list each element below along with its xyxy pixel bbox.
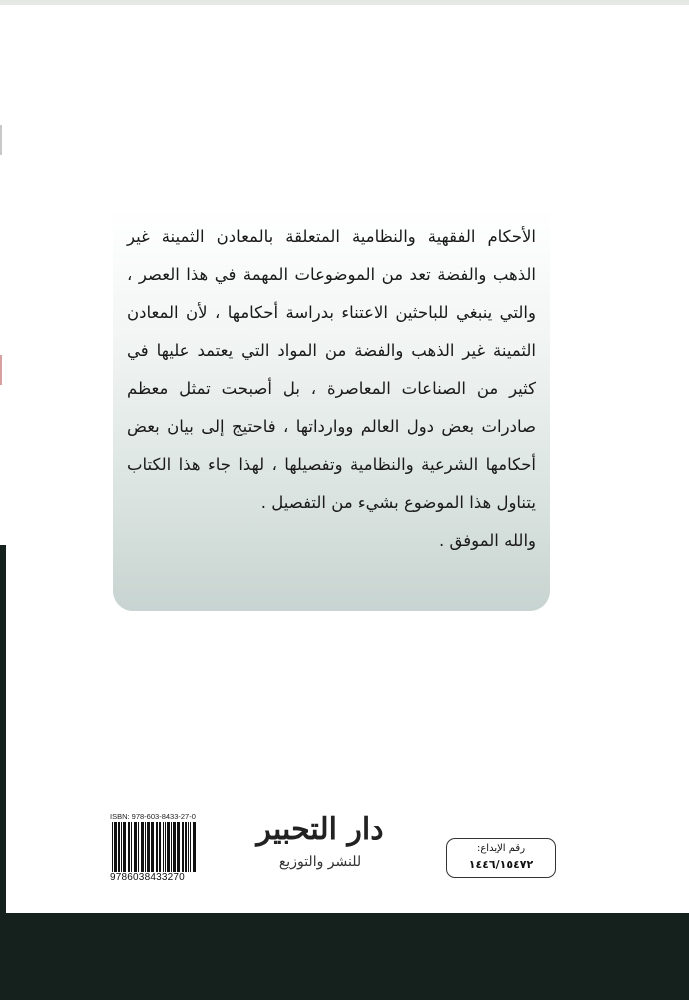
barcode-bar [134, 822, 137, 872]
barcode-bar [163, 822, 164, 872]
barcode-bar [123, 822, 126, 872]
barcode-bar [145, 822, 146, 872]
blurb-panel [113, 208, 550, 611]
legal-deposit-number: ١٤٤٦/١٥٤٧٢ [468, 858, 534, 871]
blurb-paragraph: الأحكام الفقهية والنظامية المتعلقة بالمعادن الثمينة غير الذهب والفضة تعد من الموضوعات المهمة في هذا العصر ، والتي ينبغي للباحثين الاعتناء بدراسة أحكامها ، لأن المعادن الثمينة غير الذهب والفضة من المواد التي يعتمد عليها في كثير من الصناعات المعاصرة ، بل أصبحت تمثل معظم صادرات بعض دول العالم ووارداتها ، فاحتيج إلى بيان بعض أحكامها الشرعية والنظامية وتفصيلها ، لهذا جاء هذا الكتاب يتناول هذا الموضوع بشيء من التفصيل . [127, 227, 536, 512]
barcode-block [110, 812, 222, 884]
barcode-bar [159, 822, 161, 872]
barcode-bar [190, 822, 191, 872]
barcode-bar [114, 822, 117, 872]
publisher-logo [255, 808, 385, 890]
barcode-bar [177, 822, 180, 872]
barcode-bars [110, 822, 222, 872]
barcode-bar [182, 822, 184, 872]
barcode-bar [121, 822, 122, 872]
spine-edge-band [0, 545, 6, 915]
barcode-bar [128, 822, 130, 872]
legal-deposit-box [446, 838, 556, 878]
barcode-bar [138, 822, 139, 872]
barcode-bar [118, 822, 120, 872]
barcode-bar [165, 822, 166, 872]
barcode-bar [193, 822, 196, 872]
isbn-text: ISBN: 978-603-8433-27-0 [110, 812, 196, 821]
barcode-bar [112, 822, 113, 872]
barcode-bar [141, 822, 144, 872]
barcode-bar [151, 822, 154, 872]
barcode-digits: 9786038433270 [110, 872, 185, 883]
spine-edge-mark [0, 125, 2, 155]
barcode-bar [185, 822, 187, 872]
publisher-tagline: للنشر والتوزيع [278, 854, 362, 870]
barcode-bar [171, 822, 172, 872]
blurb-closing: والله الموفق . [439, 531, 536, 550]
barcode-bar [167, 822, 170, 872]
barcode-bar [173, 822, 176, 872]
publisher-name: دار التحبير [256, 812, 384, 847]
barcode-bar [131, 822, 132, 872]
bottom-band [0, 913, 689, 1000]
legal-deposit-label: رقم الإيداع: [476, 843, 526, 854]
barcode-bar [156, 822, 158, 872]
barcode-bar [147, 822, 150, 872]
spine-edge-mark-red [0, 355, 2, 385]
top-edge-line [0, 0, 689, 5]
barcode-bar [188, 822, 189, 872]
